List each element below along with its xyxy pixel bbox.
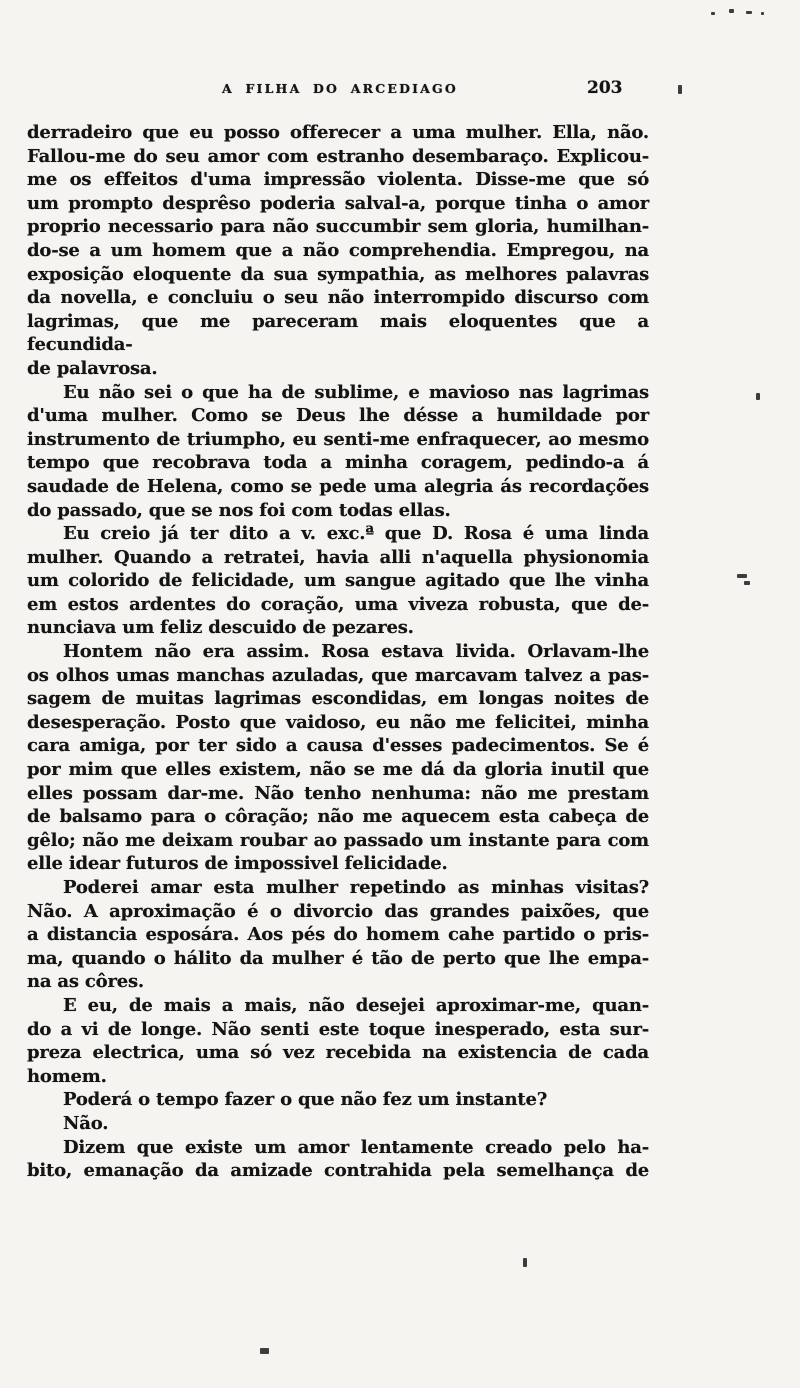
text-line: da novella, e concluiu o seu não interrompido discurso com [27,287,649,309]
text-line: Não. [63,1112,109,1134]
text-line: desesperação. Posto que vaidoso, eu não me felicitei, minha [27,711,649,733]
text-line: homem. [27,1065,107,1087]
ink-speck [678,85,682,94]
text-line: Fallou-me do seu amor com estranho desembaraço. Explicou- [27,145,649,167]
text-line: de palavrosa. [27,357,158,379]
text-line: elle idear futuros de impossivel felicidade. [27,853,448,875]
text-line: Poderei amar esta mulher repetindo as minhas visitas? [63,877,649,898]
text-line: instrumento de triumpho, eu senti-me enfraquecer, ao mesmo [27,428,649,450]
page-number: 203 [587,78,623,98]
text-line: Hontem não era assim. Rosa estava livida. Orlavam-lhe [63,641,649,663]
text-line: gêlo; não me deixam roubar ao passado um instante para com [27,829,649,851]
text-line: saudade de Helena, como se pede uma alegria ás recordações [27,475,649,497]
text-line: na as côres. [27,971,144,993]
page-header [27,78,649,100]
text-line: exposição eloquente da sua sympathia, as melhores palavras [27,263,649,285]
ink-speck [737,574,747,578]
text-line: me os effeitos d'uma impressão violenta. Disse-me que só [27,169,649,191]
text-line: por mim que elles existem, não se me dá da gloria inutil que [27,759,649,781]
text-line: preza electrica, uma só vez recebida na existencia de cada [27,1042,649,1064]
text-line: do-se a um homem que a não comprehendia. Empregou, na [27,239,649,261]
text-line: ma, quando o hálito da mulher é tão de perto que lhe empa- [27,947,649,969]
text-line: Eu creio já ter dito a v. exc.ª que D. Rosa é uma linda [63,523,649,545]
text-line: do a vi de longe. Não senti este toque inesperado, esta sur- [27,1018,649,1040]
text-line: bito, emanação da amizade contrahida pela semelhança de [27,1160,649,1182]
text-line: E eu, de mais a mais, não desejei aproximar-me, quan- [63,994,649,1016]
text-line: derradeiro que eu posso offerecer a uma mulher. Ella, não. [27,122,649,143]
text-line: os olhos umas manchas azuladas, que marcavam talvez a pas- [27,664,649,686]
ink-speck [756,393,760,400]
text-line: Poderá o tempo fazer o que não fez um instante? [63,1089,548,1111]
text-line: do passado, que se nos foi com todas ellas. [27,499,451,521]
text-line: em estos ardentes do coração, uma viveza robusta, que de- [27,593,649,615]
text-line: mulher. Quando a retratei, havia alli n'aquella physionomia [27,546,649,568]
text-line: um prompto desprêso poderia salval-a, porque tinha o amor [27,192,649,214]
ink-speck [711,12,715,15]
page-text [27,121,649,1183]
ink-speck [260,1348,269,1354]
text-line: lagrimas, que me pareceram mais eloquentes que a fecundida- [27,310,649,356]
text-line: cara amiga, por ter sido a causa d'esses padecimentos. Se é [27,735,649,757]
text-line: Não. A aproximação é o divorcio das grandes paixões, que [27,900,649,922]
text-line: proprio necessario para não succumbir sem gloria, humilhan- [27,216,649,238]
text-line: um colorido de felicidade, um sangue agitado que lhe vinha [27,570,649,592]
ink-speck [761,12,764,15]
text-line: de balsamo para o côração; não me aquecem esta cabeça de [27,806,649,828]
ink-speck [729,9,734,13]
text-line: sagem de muitas lagrimas escondidas, em longas noites de [27,688,649,710]
ink-speck [523,1258,527,1267]
ink-speck [744,581,750,585]
text-line: tempo que recobrava toda a minha coragem, pedindo-a á [27,452,649,474]
text-line: Dizem que existe um amor lentamente creado pelo ha- [63,1136,649,1158]
text-line: Eu não sei o que ha de sublime, e mavioso nas lagrimas [63,381,649,403]
text-line: nunciava um feliz descuido de pezares. [27,617,414,639]
text-line: a distancia esposára. Aos pés do homem cahe partido o pris- [27,924,649,946]
text-line: elles possam dar-me. Não tenho nenhuma: não me prestam [27,782,649,804]
ink-speck [746,11,752,14]
running-title: A FILHA DO ARCEDIAGO [222,81,459,96]
text-line: d'uma mulher. Como se Deus lhe désse a humildade por [27,405,649,427]
